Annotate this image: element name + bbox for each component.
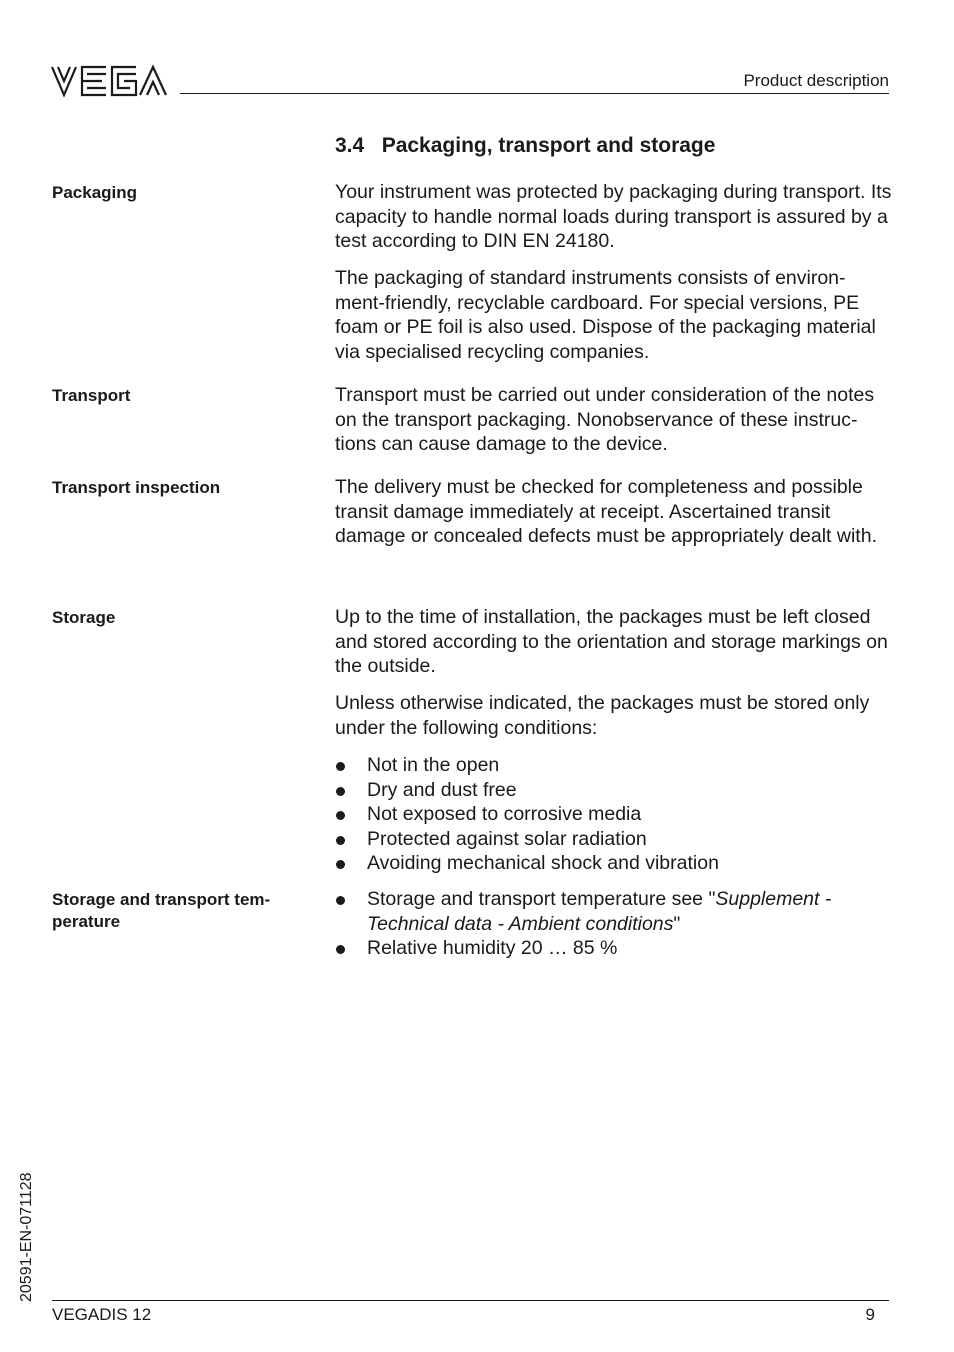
header-section-title: Product description: [743, 71, 889, 90]
storage-temperature-list: [335, 887, 895, 961]
storage-paragraph-2: Unless otherwise indicated, the packages must be stored only under the following conditions:: [335, 692, 870, 739]
bullet-icon: [336, 762, 345, 771]
list-item: [335, 827, 895, 852]
bullet-icon: [336, 787, 345, 796]
vega-logo: [50, 64, 168, 98]
condition-text: Avoiding mechanical shock and vibration: [367, 852, 719, 874]
label-packaging: Packaging: [52, 183, 138, 202]
page-number: 9: [865, 1305, 875, 1324]
bullet-icon: [336, 896, 345, 905]
condition-text: Protected against solar radiation: [367, 827, 647, 850]
document-code: 20591-EN-071128: [18, 1172, 35, 1302]
bullet-icon: [336, 836, 345, 845]
label-transport: Transport: [52, 386, 131, 405]
footer-product-name: VEGADIS 12: [52, 1305, 152, 1324]
list-item: [335, 778, 895, 803]
packaging-paragraph-2: The packaging of standard instruments consists of environ-ment-friendly, recyclable cardboard. For special versions, PE foam or PE foil is also used. Dispose of the packaging material via specialised recycling companies.: [335, 267, 876, 363]
label-storage-temperature: Storage and transport tem-perature: [52, 890, 271, 931]
list-item: [335, 851, 895, 876]
humidity-text: Relative humidity 20 … 85 %: [367, 937, 618, 959]
bullet-icon: [336, 860, 345, 869]
storage-conditions-list: [335, 753, 895, 876]
bullet-icon: [336, 811, 345, 820]
transport-paragraph: Transport must be carried out under consideration of the notes on the transport packaging. Nonobservance of these instruc-tions can cause damage to the device.: [335, 384, 875, 455]
temperature-reference: Supplement - Technical data - Ambient conditions: [367, 888, 832, 935]
section-heading: 3.4 Packaging, transport and storage: [335, 134, 716, 157]
packaging-paragraph-1: Your instrument was protected by packaging during transport. Its capacity to handle normal loads during transport is assured by a test according to DIN EN 24180.: [335, 181, 892, 252]
condition-text: Not in the open: [367, 754, 500, 776]
list-item: [335, 753, 895, 778]
list-item: [335, 887, 895, 936]
condition-text: Dry and dust free: [367, 778, 517, 801]
storage-paragraph-1: Up to the time of installation, the packages must be left closed and stored according to the orientation and storage markings on the outside.: [335, 606, 888, 677]
condition-text: Not exposed to corrosive media: [367, 803, 642, 825]
list-item: [335, 936, 895, 961]
transport-inspection-paragraph: The delivery must be checked for completeness and possible transit damage immediately at receipt. Ascertained transit damage or concealed defects must be appropriately dealt with.: [335, 476, 877, 547]
temperature-text-prefix: Storage and transport temperature see ": [367, 888, 716, 910]
label-transport-inspection: Transport inspection: [52, 478, 221, 497]
label-storage: Storage: [52, 608, 116, 627]
temperature-text-suffix: ": [673, 912, 681, 935]
header-rule: [180, 93, 889, 94]
footer-rule: [52, 1300, 889, 1301]
bullet-icon: [336, 945, 345, 954]
list-item: [335, 802, 895, 827]
